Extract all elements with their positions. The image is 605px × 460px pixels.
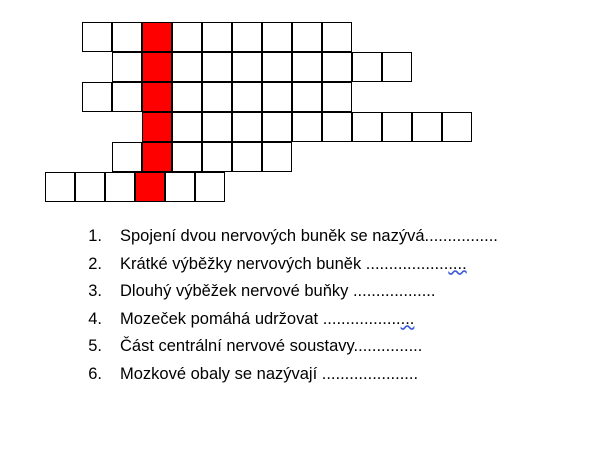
- crossword-cell[interactable]: [442, 112, 472, 142]
- question-number: 4.: [88, 309, 102, 328]
- crossword-cell[interactable]: [292, 112, 322, 142]
- crossword-cell[interactable]: [292, 52, 322, 82]
- crossword-cell[interactable]: [75, 172, 105, 202]
- crossword-cell-highlighted[interactable]: [142, 82, 172, 112]
- spellcheck-squiggle: ....: [448, 254, 467, 273]
- questions-list: [82, 228, 582, 393]
- crossword-row: [112, 52, 412, 82]
- crossword-cell[interactable]: [382, 112, 412, 142]
- crossword-cell[interactable]: [232, 142, 262, 172]
- crossword-cell[interactable]: [262, 52, 292, 82]
- crossword-cell-highlighted[interactable]: [142, 22, 172, 52]
- crossword-cell[interactable]: [112, 82, 142, 112]
- question-text: Dlouhý výběžek nervové buňky ..................: [120, 282, 436, 300]
- crossword-cell[interactable]: [202, 112, 232, 142]
- question-item: [82, 256, 582, 273]
- crossword-cell[interactable]: [262, 142, 292, 172]
- crossword-cell[interactable]: [262, 22, 292, 52]
- crossword-cell[interactable]: [172, 142, 202, 172]
- crossword-cell[interactable]: [172, 112, 202, 142]
- crossword-cell[interactable]: [112, 142, 142, 172]
- crossword-cell[interactable]: [262, 82, 292, 112]
- question-item: [82, 283, 582, 300]
- crossword-cell[interactable]: [232, 52, 262, 82]
- question-number: 5.: [88, 337, 102, 355]
- crossword-row: [142, 112, 472, 142]
- question-text: Mozkové obaly se nazývají .....................: [120, 364, 419, 383]
- question-item: [82, 228, 582, 245]
- crossword-cell[interactable]: [202, 142, 232, 172]
- crossword-cell[interactable]: [82, 82, 112, 112]
- crossword-cell[interactable]: [165, 172, 195, 202]
- crossword-cell[interactable]: [382, 52, 412, 82]
- crossword-row: [112, 142, 292, 172]
- crossword-cell[interactable]: [195, 172, 225, 202]
- crossword-cell[interactable]: [232, 82, 262, 112]
- crossword-cell[interactable]: [352, 112, 382, 142]
- crossword-cell[interactable]: [202, 22, 232, 52]
- crossword-cell[interactable]: [172, 82, 202, 112]
- question-text: Část centrální nervové soustavy...............: [120, 337, 423, 355]
- crossword-cell[interactable]: [322, 82, 352, 112]
- crossword-cell-highlighted[interactable]: [142, 52, 172, 82]
- question-text: Krátké výběžky nervových buněk ..................: [120, 254, 449, 273]
- crossword-row: [45, 172, 225, 202]
- crossword-cell-highlighted[interactable]: [135, 172, 165, 202]
- crossword-cell[interactable]: [292, 82, 322, 112]
- spellcheck-squiggle: ...: [400, 309, 415, 328]
- crossword-cell[interactable]: [232, 112, 262, 142]
- crossword-cell[interactable]: [202, 82, 232, 112]
- crossword-grid: [0, 0, 605, 215]
- crossword-cell[interactable]: [112, 52, 142, 82]
- crossword-cell[interactable]: [292, 22, 322, 52]
- crossword-cell[interactable]: [82, 22, 112, 52]
- crossword-cell[interactable]: [322, 112, 352, 142]
- crossword-cell[interactable]: [112, 22, 142, 52]
- crossword-cell[interactable]: [352, 52, 382, 82]
- crossword-row: [82, 22, 352, 52]
- crossword-cell[interactable]: [232, 22, 262, 52]
- question-number: 2.: [88, 254, 102, 273]
- crossword-cell[interactable]: [322, 52, 352, 82]
- question-item: [82, 311, 582, 328]
- crossword-cell[interactable]: [322, 22, 352, 52]
- crossword-row: [82, 82, 352, 112]
- crossword-cell-highlighted[interactable]: [142, 112, 172, 142]
- crossword-cell[interactable]: [412, 112, 442, 142]
- crossword-cell[interactable]: [172, 22, 202, 52]
- crossword-cell[interactable]: [172, 52, 202, 82]
- question-number: 1.: [88, 227, 102, 245]
- question-text: Spojení dvou nervových buněk se nazývá................: [120, 227, 498, 245]
- question-number: 6.: [88, 364, 102, 383]
- crossword-cell[interactable]: [45, 172, 75, 202]
- crossword-cell[interactable]: [105, 172, 135, 202]
- question-item: [82, 338, 582, 355]
- crossword-cell[interactable]: [262, 112, 292, 142]
- question-number: 3.: [88, 282, 102, 300]
- crossword-cell-highlighted[interactable]: [142, 142, 172, 172]
- question-item: [82, 366, 582, 383]
- question-text: Mozeček pomáhá udržovat .................: [120, 309, 401, 328]
- crossword-cell[interactable]: [202, 52, 232, 82]
